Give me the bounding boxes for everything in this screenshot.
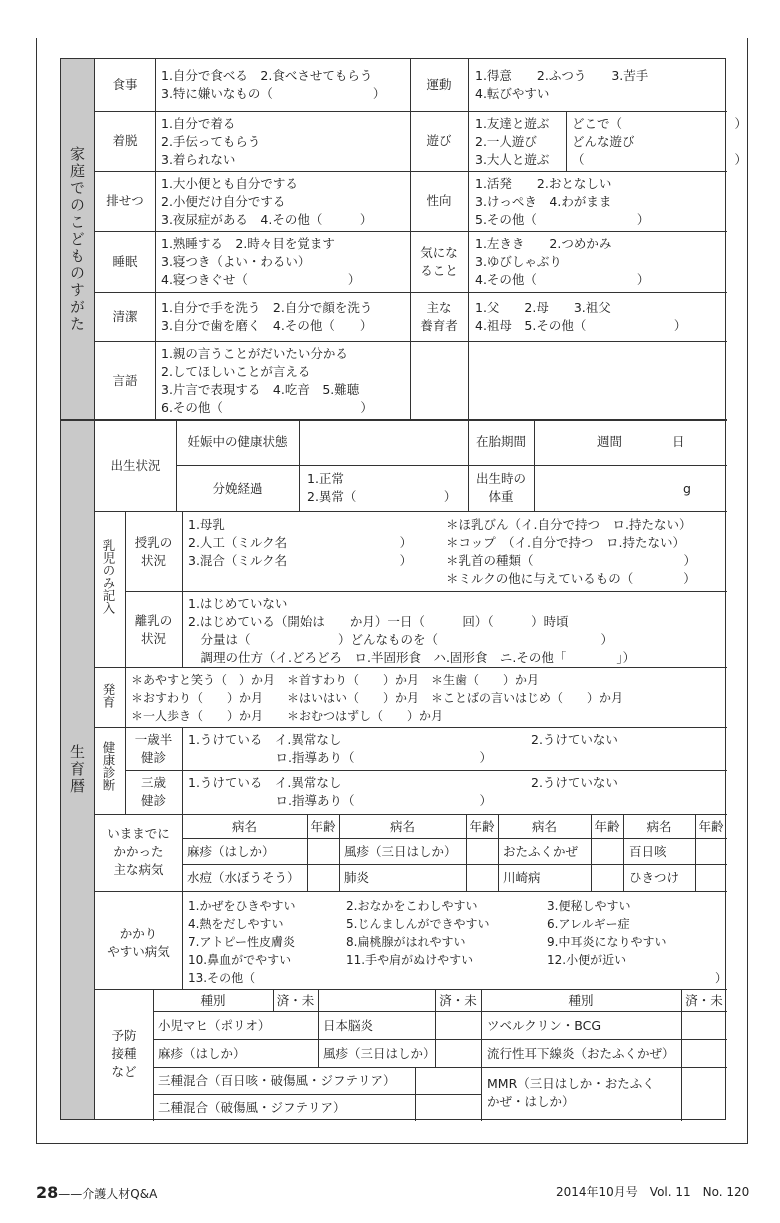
speech-label: 言語 [112,373,138,388]
prone-close: ） [715,971,728,985]
prone-label: かかり やすい病気 [107,926,170,959]
section-band-home [61,59,95,420]
dressing-label: 着脱 [112,133,138,148]
prone-item: 3.便秘しやすい [547,899,631,913]
prone-item: 2.おなかをこわしやすい [346,899,478,913]
concern-label: 気にな ること [420,245,458,278]
play-where: どこで（ ） どんな遊び （ ） [572,116,748,167]
section-title-growth: 生育暦 [68,744,86,795]
vaccine-col-done: 済・未 [685,993,723,1008]
prone-item: 9.中耳炎になりやすい [547,935,667,949]
sleep-options: 1.熟睡する 2.時々目を覚ます 3.寝つき（よい・わるい） 4.寝つきぐせ（ ） [161,236,361,287]
section-band-growth [61,420,95,1119]
prone-item: 5.じんましんができやすい [346,917,490,931]
illness-col-age: 年齢 [594,819,620,834]
delivery-options: 1.正常 2.異常（ ） [307,471,457,504]
prone-item: 13.その他（ [188,971,256,985]
nursing-options: 1.母乳 2.人工（ミルク名 ） 3.混合（ミルク名 ） [188,517,413,568]
vaccine-col-kind: 種別 [568,993,594,1008]
weaning-label: 離乳の 状況 [134,613,173,646]
illness-col-age: 年齢 [469,819,495,834]
checkup-18m-no: 2.うけていない [531,732,618,747]
illness-cell: 百日咳 [629,844,667,859]
record-form [60,58,748,1120]
hygiene-label: 清潔 [112,309,138,324]
nursing-bottle-options: ＊ほ乳びん（イ.自分で持つ ロ.持たない） ＊コップ （イ.自分で持つ ロ.持たない） ＊乳首の種類（ ） ＊ミルクの他に与えているもの（ ） [446,517,697,586]
toilet-label: 排せつ [106,193,144,208]
caregiver-label: 主な 養育者 [420,300,458,333]
illness-cell: 肺炎 [344,870,370,885]
term-value: 週間 日 [597,434,685,449]
page-number: 28 [36,1183,59,1202]
development-options: ＊あやすと笑う（ ）か月 ＊首すわり（ ）か月 ＊生歯（ ）か月 ＊おすわり（ ）か月 ＊はいはい（ ）か月 ＊ことばの言いはじめ（ ）か月 ＊一人歩き（ ）か月 ＊おむつはずし（ ）か月 [131,673,624,723]
pregnancy-label: 妊娠中の健康状態 [187,434,288,449]
dressing-options: 1.自分で着る 2.手伝ってもらう 3.着られない [161,116,261,167]
prone-item: 10.鼻血がでやすい [188,953,292,967]
prone-item: 6.アレルギー症 [547,917,630,931]
vaccine-label: 予防 接種 など [111,1028,137,1079]
prone-item: 8.扁桃腺がはれやすい [346,935,466,949]
character-options: 1.活発 2.おとなしい 3.けっぺき 4.わがまま 5.その他（ ） [475,176,650,227]
play-options: 1.友達と遊ぶ 2.一人遊び 3.大人と遊ぶ [475,116,550,167]
issue-info: 2014年10月号 Vol. 11 No. 120 [556,1185,750,1199]
vaccine-item: 風疹（三日はしか） [323,1046,436,1061]
page-footer-left [36,1183,157,1202]
checkup-18m-label: 一歳半 健診 [134,732,173,765]
prone-item: 12.小便が近い [547,953,627,967]
vaccine-item: 三種混合（百日咳・破傷風・ジフテリア） [158,1073,396,1088]
exercise-label: 運動 [426,77,452,92]
weight-label: 出生時の 体重 [475,471,526,504]
vaccine-col-done: 済・未 [276,993,315,1008]
journal-title: ——介護人材Q&A [58,1187,158,1201]
checkup-3y-no: 2.うけていない [531,775,618,790]
section-title-home: 家庭でのこどものすがた [68,145,86,333]
meal-options: 1.自分で食べる 2.食べさせてもらう 3.特に嫌いなもの（ ） [161,68,386,101]
vaccine-item: MMR（三日はしか・おたふく かぜ・はしか） [487,1076,655,1109]
infant-only-label: 乳児のみ記入 [101,539,116,614]
prone-item: 4.熱をだしやすい [188,917,284,931]
illness-cell: ひきつけ [629,870,680,885]
speech-options: 1.親の言うことがだいたい分かる 2.してほしいことが言える 3.片言で表現する 4.吃音 5.難聴 6.その他（ ） [161,346,373,415]
prone-item: 7.アトピー性皮膚炎 [188,935,295,949]
illness-cell: 水痘（水ぼうそう） [187,870,300,885]
prone-item: 11.手や肩がぬけやすい [346,953,474,967]
vaccine-item: ツベルクリン・BCG [487,1018,602,1033]
concern-options: 1.左きき 2.つめかみ 3.ゆびしゃぶり 4.その他（ ） [475,236,650,287]
illness-col-name: 病名 [531,819,557,834]
development-label: 発育 [101,683,116,708]
exercise-options: 1.得意 2.ふつう 3.苦手 4.転びやすい [475,68,649,101]
checkup-18m-options: 1.うけている イ.異常なし ロ.指導あり（ ） [188,732,492,765]
delivery-label: 分娩経過 [212,481,263,496]
illness-col-name: 病名 [646,819,672,834]
vaccine-item: 小児マヒ（ポリオ） [158,1018,271,1033]
weight-unit: g [683,481,691,496]
sleep-label: 睡眠 [112,254,138,269]
caregiver-options: 1.父 2.母 3.祖父 4.祖母 5.その他（ ） [475,300,687,333]
character-label: 性向 [426,193,452,208]
vaccine-item: 日本脳炎 [323,1018,374,1033]
illness-col-age: 年齢 [698,819,724,834]
vaccine-col-done: 済・未 [439,993,477,1008]
illness-col-name: 病名 [389,819,415,834]
vaccine-item: 二種混合（破傷風・ジフテリア） [158,1100,346,1115]
term-label: 在胎期間 [475,434,526,449]
illness-col-name: 病名 [231,819,257,834]
vaccine-col-kind: 種別 [200,993,226,1008]
checkup-label: 健康診断 [101,741,116,791]
vaccine-item: 流行性耳下線炎（おたふくかぜ） [487,1046,675,1061]
hygiene-options: 1.自分で手を洗う 2.自分で顔を洗う 3.自分で歯を磨く 4.その他（ ） [161,300,373,333]
illness-label: いままでに かかった 主な病気 [107,826,170,877]
nursing-label: 授乳の 状況 [134,535,173,568]
illness-cell: おたふくかぜ [503,844,579,859]
weaning-options: 1.はじめていない 2.はじめている（開始は か月）一日（ 回）（ ）時頃 分量は（ ）どんなものを（ ） 調理の仕方（イ.どろどろ ロ.半固形食 ハ.固形食 ニ.その他「 」） [188,596,636,665]
checkup-3y-label: 三歳 健診 [140,775,166,808]
vaccine-item: 麻疹（はしか） [158,1046,246,1061]
illness-cell: 川崎病 [503,870,541,885]
illness-cell: 風疹（三日はしか） [344,844,457,859]
birth-label: 出生状況 [110,458,161,473]
illness-col-age: 年齢 [310,819,336,834]
prone-item: 1.かぜをひきやすい [188,899,296,913]
illness-cell: 麻疹（はしか） [187,844,275,859]
play-label: 遊び [426,133,452,148]
meal-label: 食事 [112,77,138,92]
toilet-options: 1.大小便とも自分でする 2.小便だけ自分でする 3.夜尿症がある 4.その他（ ） [161,176,373,227]
checkup-3y-options: 1.うけている イ.異常なし ロ.指導あり（ ） [188,775,492,808]
